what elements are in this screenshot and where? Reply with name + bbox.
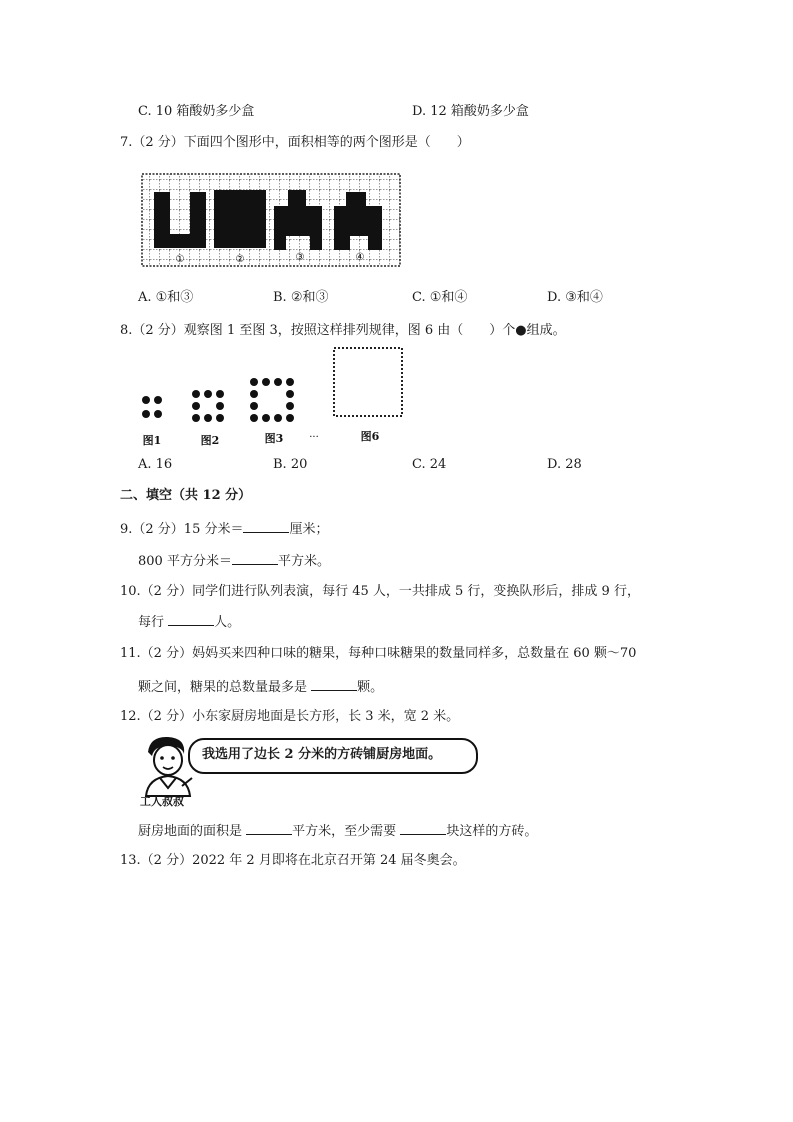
q9-line1-text-b: 厘米； <box>289 522 329 537</box>
q10-line1: 10.（2 分）同学们进行队列表演，每行 45 人，一共排成 5 行，变换队形后，排成 9 行， <box>120 584 640 599</box>
q7-fig-label-4: ④ <box>355 252 365 263</box>
q7-option-c: C. ①和④ <box>412 290 468 305</box>
q8-dot-figure <box>138 344 408 450</box>
q7-grid-figure <box>140 170 405 270</box>
speech-text: 我选用了边长 2 分米的方砖铺厨房地面。 <box>202 747 442 762</box>
q7-fig-label-3: ③ <box>295 252 305 263</box>
q8-fig-label-1: 图1 <box>142 434 162 447</box>
q12-stem: 12.（2 分）小东家厨房地面是长方形，长 3 米，宽 2 米。 <box>120 709 460 724</box>
q8-fig3-dots <box>250 378 294 422</box>
q9-answer-blank-2[interactable] <box>232 552 278 565</box>
q9-line2-text-b: 平方米。 <box>277 554 330 569</box>
q10-answer-blank[interactable] <box>168 613 214 626</box>
q9-line2-text-a: 800 平方分米＝ <box>138 554 232 569</box>
q11-line2 <box>138 678 383 696</box>
q7-fig-label-2: ② <box>235 254 245 265</box>
q8-fig-label-2: 图2 <box>200 434 220 447</box>
worker-caption: 工人叔叔 <box>140 795 184 808</box>
q8-option-b: B. 20 <box>273 457 308 472</box>
q6-option-d: D. 12 箱酸奶多少盒 <box>412 104 529 119</box>
q8-option-a: A. 16 <box>138 457 173 472</box>
q7-option-b: B. ②和③ <box>273 290 329 305</box>
q12-answer-blank-tiles[interactable] <box>400 822 446 835</box>
q9-line1 <box>120 520 329 538</box>
section-title: 二、填空（共 12 分） <box>120 488 252 503</box>
q8-fig1-dots <box>142 396 162 418</box>
q10-line2-text-a: 每行 <box>138 615 165 630</box>
q12-answer-blank-area[interactable] <box>246 822 292 835</box>
q9-line2 <box>138 552 330 570</box>
q11-line1: 11.（2 分）妈妈买来四种口味的糖果，每种口味糖果的数量同样多，总数量在 60 颗～70 <box>120 646 637 661</box>
q8-option-c: C. 24 <box>412 457 447 472</box>
q13-stem: 13.（2 分）2022 年 2 月即将在北京召开第 24 届冬奥会。 <box>120 853 466 868</box>
q10-line2-text-b: 人。 <box>214 615 241 630</box>
q7-option-a: A. ①和③ <box>138 290 194 305</box>
q6-option-c: C. 10 箱酸奶多少盒 <box>138 104 255 119</box>
q12-answer-line <box>138 822 537 840</box>
q8-stem: 8.（2 分）观察图 1 至图 3，按照这样排列规律，图 6 由（ ）个●组成。 <box>120 323 566 338</box>
q12-illustration <box>138 734 480 812</box>
q8-fig6-box <box>334 348 402 416</box>
q7-shape-2 <box>214 190 266 248</box>
q10-line2 <box>138 613 240 631</box>
q12-answer-text-c: 块这样的方砖。 <box>446 824 538 839</box>
q11-answer-blank[interactable] <box>311 678 357 691</box>
q12-answer-text-a: 厨房地面的面积是 <box>138 824 243 839</box>
q7-fig-label-1: ① <box>175 254 185 265</box>
q9-answer-blank-1[interactable] <box>243 520 289 533</box>
q8-fig-label-6: 图6 <box>360 430 380 443</box>
q8-fig-label-3: 图3 <box>264 432 284 445</box>
q11-line2-text-a: 颗之间，糖果的总数量最多是 <box>138 680 308 695</box>
q7-stem: 7.（2 分）下面四个图形中，面积相等的两个图形是（ ） <box>120 135 470 150</box>
q12-answer-text-b: 平方米，至少需要 <box>292 824 397 839</box>
q8-ellipsis: ··· <box>309 432 319 443</box>
speech-bubble <box>188 738 478 774</box>
q8-fig2-dots <box>192 390 224 422</box>
q7-option-d: D. ③和④ <box>547 290 603 305</box>
q9-line1-text-a: 9.（2 分）15 分米＝ <box>120 522 244 537</box>
q11-line2-text-b: 颗。 <box>357 680 384 695</box>
q8-option-d: D. 28 <box>547 457 582 472</box>
